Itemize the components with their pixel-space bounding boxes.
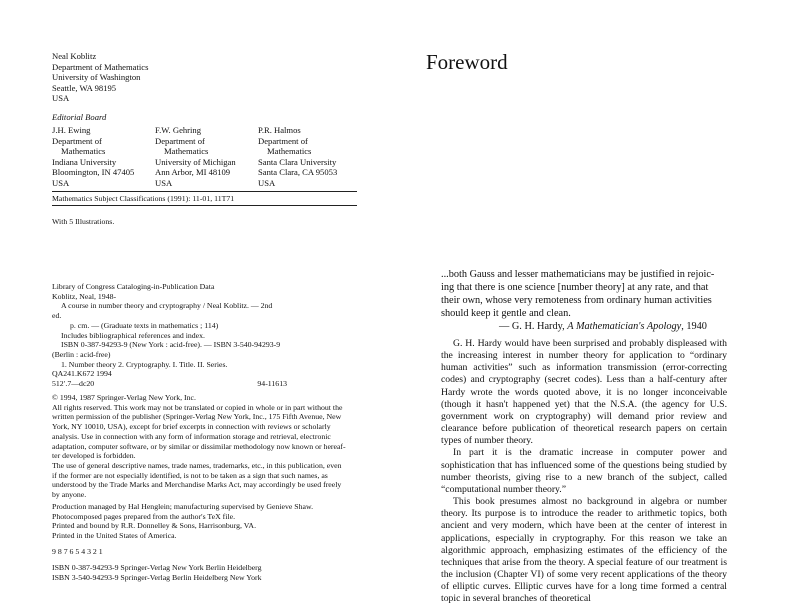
- editor-line: USA: [155, 177, 173, 188]
- cip-line: QA241.K672 1994: [52, 369, 112, 379]
- editor-line: Santa Clara University: [258, 156, 337, 167]
- author-address-line: USA: [52, 93, 70, 104]
- editor-line: Department of: [258, 135, 308, 146]
- production-line: Printed in the United States of America.: [52, 531, 177, 541]
- msc-rule-top: [52, 191, 357, 192]
- copyright-page: [0, 0, 396, 608]
- paragraph: This book presumes almost no background in algebra or number theory. Its purpose is to introduce the reader to arithmetic topics, both ancient and very modern, which have been at the center of interest in applications, especially in cryptography. For this reason we take an algorithmic approach, emphasizing estimates of the efficiency of the techniques that arise from the theory. A special feature of our treatment is the inclusion (Chapter VI) of some very recent applications of the theory of elliptic curves. Elliptic curves have for a long time formed a central topic in several branches of theoretical: [441, 496, 727, 605]
- cip-last-row: [52, 379, 287, 389]
- cip-data: [52, 282, 287, 389]
- production-credits: [52, 502, 313, 541]
- epigraph-line: should keep it gentle and clean.: [441, 308, 571, 320]
- copyright-line: © 1994, 1987 Springer-Verlag New York, Inc.: [52, 393, 196, 402]
- editor-line: Ann Arbor, MI 48109: [155, 167, 231, 178]
- cip-line: ISBN 0-387-94293-9 (New York : acid-free). — ISBN 3-540-94293-9: [61, 340, 281, 350]
- author-address: [52, 51, 148, 104]
- copyright-line: written permission of the publisher (Springer-Verlag New York, Inc., 175 Fifth Avenue, New: [52, 412, 342, 422]
- cip-line: Includes bibliographical references and index.: [61, 330, 205, 340]
- editor-line: Mathematics: [164, 146, 209, 157]
- attribution-year: , 1940: [681, 321, 707, 332]
- cip-line: 1. Number theory 2. Cryptography. I. Title. II. Series.: [61, 359, 228, 369]
- editor-line: Mathematics: [61, 146, 106, 157]
- editor-line: Department of: [155, 135, 205, 146]
- editor-gehring: [155, 125, 236, 189]
- subject-classifications: Mathematics Subject Classifications (1991): 11-01, 11T71: [52, 194, 235, 203]
- copyright-line: The use of general descriptive names, trade names, trademarks, etc., in this publication, even: [52, 460, 342, 470]
- isbn-block: [52, 563, 262, 582]
- editor-line: Bloomington, IN 47405: [52, 167, 135, 178]
- editor-halmos: [258, 125, 337, 189]
- attribution-prefix: — G. H. Hardy,: [499, 321, 568, 332]
- production-line: Production managed by Hal Henglein; manufacturing supervised by Genieve Shaw.: [52, 502, 314, 511]
- editor-line: Santa Clara, CA 95053: [258, 167, 338, 178]
- author-address-line: Seattle, WA 98195: [52, 82, 117, 93]
- cip-control-number: 94-11613: [257, 379, 287, 389]
- editor-line: Mathematics: [267, 146, 312, 157]
- isbn-line: ISBN 3-540-94293-9 Springer-Verlag Berlin Heidelberg New York: [52, 572, 262, 582]
- editor-ewing: [52, 125, 134, 189]
- editor-name: J.H. Ewing: [52, 125, 91, 135]
- editor-line: Department of: [52, 135, 102, 146]
- editor-line: USA: [52, 177, 70, 188]
- cip-line: p. cm. — (Graduate texts in mathematics ; 114): [70, 320, 219, 330]
- cip-line: Koblitz, Neal, 1948-: [52, 291, 117, 301]
- msc-rule-bottom: [52, 205, 357, 206]
- cip-classification: 512′.7—dc20: [52, 379, 95, 389]
- production-line: Photocomposed pages prepared from the author's TeX file.: [52, 511, 236, 521]
- copyright-line: All rights reserved. This work may not be translated or copied in whole or in part without the: [52, 402, 343, 412]
- copyright-line: ter developed is forbidden.: [52, 451, 136, 461]
- cip-line: A course in number theory and cryptography / Neal Koblitz. — 2nd: [61, 301, 273, 311]
- editor-line: Indiana University: [52, 156, 117, 167]
- copyright-line: by anyone.: [52, 490, 87, 500]
- cip-line: Library of Congress Cataloging-in-Publication Data: [52, 282, 215, 291]
- cip-line: (Berlin : acid-free): [52, 349, 111, 359]
- copyright-notice: [52, 393, 346, 500]
- epigraph-line: ...both Gauss and lesser mathematicians may be justified in rejoic-: [441, 269, 715, 280]
- copyright-line: adaptation, computer software, or by similar or dissimilar methodology now known or hereaf-: [52, 441, 346, 451]
- copyright-line: understood by the Trade Marks and Merchandise Marks Act, may accordingly be used freely: [52, 480, 342, 490]
- author-address-line: University of Washington: [52, 72, 141, 83]
- copyright-line: York, NY 10010, USA), except for brief excerpts in connection with reviews or scholarly: [52, 422, 331, 432]
- paragraph: G. H. Hardy would have been surprised and probably displeased with the increasing interest in number theory for application to “ordinary human activities” such as information transmission (error-correcting codes) and cryptography (secret codes). Less than a half-century after Hardy wrote the words quoted above, it is no longer inconceivable (though it hasn't happened yet) that the N.S.A. (the agency for U.S. government work on cryptography) will demand prior review and clearance before publication of theoretical research papers on certain types of number theory.: [441, 338, 727, 447]
- epigraph: [441, 268, 714, 320]
- editorial-board-heading: Editorial Board: [52, 112, 107, 122]
- editor-name: F.W. Gehring: [155, 125, 202, 135]
- illustrations-note: With 5 Illustrations.: [52, 217, 115, 226]
- isbn-line: ISBN 0-387-94293-9 Springer-Verlag New York Berlin Heidelberg: [52, 563, 262, 572]
- author-address-line: Department of Mathematics: [52, 61, 149, 72]
- epigraph-attribution: [499, 320, 707, 333]
- editor-name: P.R. Halmos: [258, 125, 301, 135]
- attribution-title: A Mathematician's Apology: [567, 321, 682, 332]
- copyright-line: analysis. Use in connection with any form of information storage and retrieval, electronic: [52, 431, 331, 441]
- page-title: Foreword: [426, 50, 508, 74]
- author-name: Neal Koblitz: [52, 51, 97, 61]
- epigraph-line: their own, whose very remoteness from ordinary human activities: [441, 295, 712, 307]
- foreword-page: [396, 0, 793, 608]
- copyright-line: if the former are not especially identified, is not to be taken as a sign that such names, as: [52, 470, 328, 480]
- printing-number: 9 8 7 6 5 4 3 2 1: [52, 547, 103, 556]
- foreword-body: [441, 338, 727, 605]
- cip-line: ed.: [52, 311, 62, 321]
- editor-line: USA: [258, 177, 276, 188]
- editor-line: University of Michigan: [155, 156, 236, 167]
- epigraph-line: ing that there is one science [number theory] at any rate, and that: [441, 282, 709, 294]
- production-line: Printed and bound by R.R. Donnelley & Sons, Harrisonburg, VA.: [52, 521, 257, 531]
- paragraph: In part it is the dramatic increase in computer power and sophistication that has influenced some of the questions being studied by number theorists, giving rise to a new branch of the subject, called “computational number theory.”: [441, 447, 727, 495]
